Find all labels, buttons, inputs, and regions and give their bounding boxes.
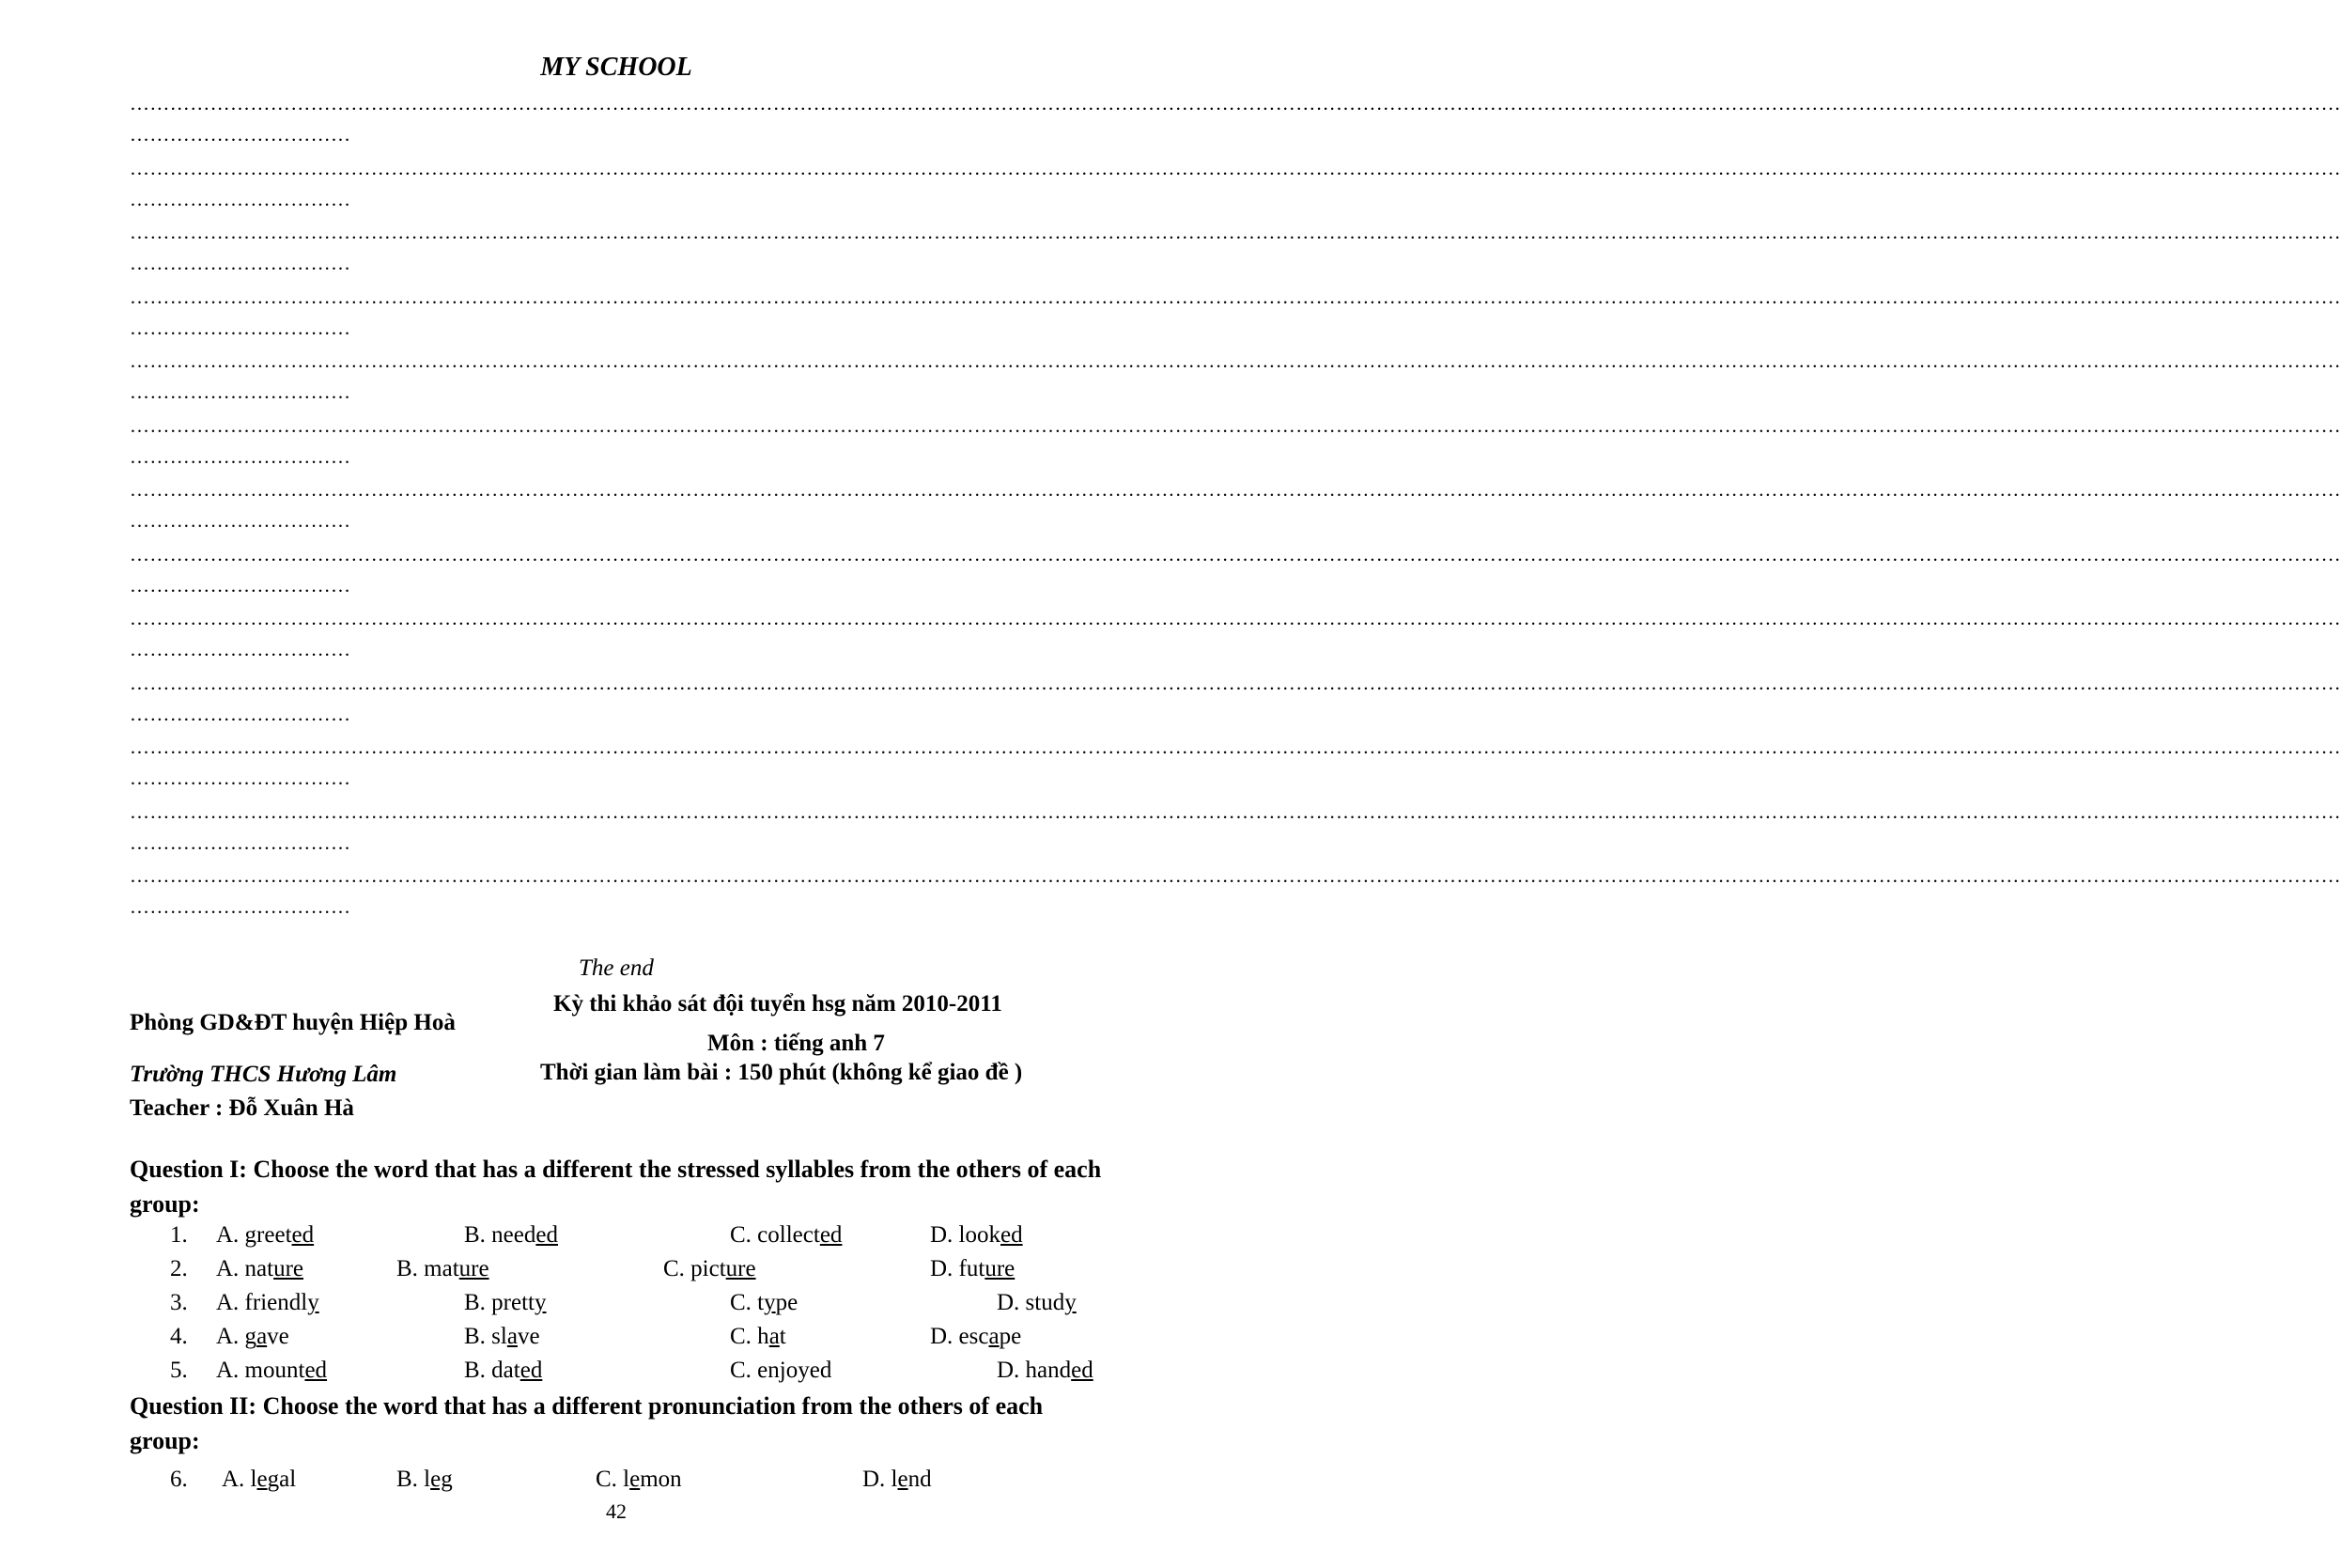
question1-option xyxy=(730,1290,798,1316)
answer-line-short: …………………………… xyxy=(130,702,351,725)
option-text-rest: nd xyxy=(907,1467,932,1492)
answer-line-short: …………………………… xyxy=(130,509,351,532)
underlined-part: ure xyxy=(458,1256,489,1281)
underlined-part: ure xyxy=(725,1256,756,1281)
option-text: C. enjoyed xyxy=(730,1358,832,1383)
answer-line-short: …………………………… xyxy=(130,767,351,789)
end-label: The end xyxy=(579,955,654,981)
underlined-part: ure xyxy=(984,1256,1015,1281)
option-text: C. h xyxy=(730,1324,769,1349)
question-1-heading: Question I: Choose the word that has a different the stressed syllables from the others of each group: xyxy=(130,1156,1102,1218)
question2-option xyxy=(222,1467,296,1493)
underlined-part: ed xyxy=(519,1358,543,1383)
underlined-part: ed xyxy=(1071,1358,1093,1383)
answer-line-long: …………………………………………………………………………………………………………………………………………………………………………………………………………………………………………………………………………………………………… xyxy=(130,800,2341,823)
underlined-part: ed xyxy=(819,1222,843,1248)
department-name: Phòng GD&ĐT huyện Hiệp Hoà xyxy=(130,1010,456,1035)
underlined-part: e xyxy=(897,1467,908,1492)
answer-line-short: …………………………… xyxy=(130,123,351,146)
answer-line-long: …………………………………………………………………………………………………………………………………………………………………………………………………………………………………………………………………………………………………… xyxy=(130,607,2341,629)
question1-option xyxy=(216,1222,314,1249)
question1-option xyxy=(730,1358,831,1384)
question1-option xyxy=(464,1324,540,1350)
underlined-part: y xyxy=(764,1290,776,1315)
option-text: C. collect xyxy=(730,1222,820,1248)
exam-title: Kỳ thi khảo sát đội tuyển hsg năm 2010-2011 xyxy=(553,991,1002,1017)
exam-duration: Thời gian làm bài : 150 phút (không kể giao đề ) xyxy=(540,1060,1023,1085)
option-text-rest: mon xyxy=(640,1467,682,1492)
answer-line-long: …………………………………………………………………………………………………………………………………………………………………………………………………………………………………………………………………………………………………… xyxy=(130,156,2341,179)
answer-line-short: …………………………… xyxy=(130,895,351,918)
question1-option xyxy=(464,1358,542,1384)
answer-line-short: …………………………… xyxy=(130,444,351,468)
answer-line-short: …………………………… xyxy=(130,831,351,854)
option-text: A. g xyxy=(216,1324,257,1349)
answer-line-short: …………………………… xyxy=(130,252,351,274)
question1-item-number: 4. xyxy=(170,1324,188,1349)
option-text: D. l xyxy=(862,1467,898,1492)
option-text-rest: gal xyxy=(267,1467,297,1492)
question1-item-number: 1. xyxy=(170,1222,188,1248)
underlined-part: ed xyxy=(1000,1222,1023,1248)
option-text: A. friendl xyxy=(216,1290,308,1315)
underlined-part: a xyxy=(988,1324,1000,1349)
question1-item-number: 2. xyxy=(170,1256,188,1281)
answer-line-long: …………………………………………………………………………………………………………………………………………………………………………………………………………………………………………………………………………………………………… xyxy=(130,542,2341,566)
underlined-part: y xyxy=(535,1290,547,1315)
answer-line-long: …………………………………………………………………………………………………………………………………………………………………………………………………………………………………………………………………………………………………… xyxy=(130,92,2341,115)
option-text: A. mount xyxy=(216,1358,305,1383)
question1-option xyxy=(663,1256,756,1282)
answer-line-long: …………………………………………………………………………………………………………………………………………………………………………………………………………………………………………………………………………………………………… xyxy=(130,349,2341,372)
option-text-rest: t xyxy=(779,1324,786,1349)
option-text: B. dat xyxy=(464,1358,520,1383)
question2-option xyxy=(596,1467,682,1493)
question1-option xyxy=(216,1290,319,1316)
question-2-heading: Question II: Choose the word that has a different pronunciation from the others of each group: xyxy=(130,1392,1044,1454)
option-text-rest: ve xyxy=(517,1324,540,1349)
underlined-part: ure xyxy=(273,1256,304,1281)
answer-line-long: …………………………………………………………………………………………………………………………………………………………………………………………………………………………………………………………………………………………………… xyxy=(130,736,2341,758)
school-name: Trường THCS Hương Lâm xyxy=(130,1062,397,1087)
option-text: B. need xyxy=(464,1222,536,1248)
question1-option xyxy=(464,1290,547,1316)
question1-option xyxy=(216,1358,327,1384)
question2-item-number: 6. xyxy=(170,1467,188,1492)
question1-option xyxy=(730,1222,842,1249)
underlined-part: ed xyxy=(535,1222,558,1248)
option-text: D. look xyxy=(930,1222,1000,1248)
answer-line-short: …………………………… xyxy=(130,187,351,210)
option-text: B. mat xyxy=(396,1256,459,1281)
answer-line-long: …………………………………………………………………………………………………………………………………………………………………………………………………………………………………………………………………………………………………… xyxy=(130,285,2341,308)
option-text-rest: ve xyxy=(267,1324,289,1349)
underlined-part: a xyxy=(768,1324,780,1349)
question1-option xyxy=(396,1256,489,1282)
underlined-part: eg xyxy=(430,1467,453,1492)
option-text: C. t xyxy=(730,1290,765,1315)
answer-line-short: …………………………… xyxy=(130,316,351,339)
underlined-part: ed xyxy=(291,1222,315,1248)
option-text: A. greet xyxy=(216,1222,292,1248)
question1-option xyxy=(464,1222,558,1249)
option-text: D. hand xyxy=(997,1358,1072,1383)
option-text: D. fut xyxy=(930,1256,985,1281)
underlined-part: e xyxy=(256,1467,268,1492)
question2-option xyxy=(862,1467,932,1493)
answer-line-long: …………………………………………………………………………………………………………………………………………………………………………………………………………………………………………………………………………………………………… xyxy=(130,221,2341,243)
question1-item-number: 5. xyxy=(170,1358,188,1383)
option-text: D. esc xyxy=(930,1324,989,1349)
option-text-rest: pe xyxy=(775,1290,798,1315)
answer-line-short: …………………………… xyxy=(130,380,351,403)
essay-title: MY SCHOOL xyxy=(540,53,692,82)
option-text: B. prett xyxy=(464,1290,535,1315)
answer-line-short: …………………………… xyxy=(130,573,351,597)
question2-option xyxy=(396,1467,453,1493)
answer-line-long: …………………………………………………………………………………………………………………………………………………………………………………………………………………………………………………………………………………………………… xyxy=(130,864,2341,887)
page-number: 42 xyxy=(606,1499,627,1523)
answer-line-long: …………………………………………………………………………………………………………………………………………………………………………………………………………………………………………………………………………………………………… xyxy=(130,478,2341,501)
question1-option xyxy=(216,1324,289,1350)
question1-option xyxy=(930,1324,1021,1350)
answer-line-long: …………………………………………………………………………………………………………………………………………………………………………………………………………………………………………………………………………………………………… xyxy=(130,413,2341,437)
question1-option xyxy=(930,1222,1023,1249)
underlined-part: y xyxy=(1064,1290,1077,1315)
option-text-rest: pe xyxy=(999,1324,1022,1349)
answer-line-short: …………………………… xyxy=(130,638,351,660)
option-text: C. pict xyxy=(663,1256,726,1281)
underlined-part: y xyxy=(307,1290,319,1315)
option-text: B. l xyxy=(396,1467,431,1492)
exam-subject: Môn : tiếng anh 7 xyxy=(707,1031,885,1056)
option-text: A. nat xyxy=(216,1256,274,1281)
question1-option xyxy=(997,1290,1077,1316)
option-text: C. l xyxy=(596,1467,630,1492)
teacher-name: Teacher : Đỗ Xuân Hà xyxy=(130,1095,354,1121)
question1-option xyxy=(730,1324,786,1350)
question1-option xyxy=(997,1358,1093,1384)
option-text: A. l xyxy=(222,1467,257,1492)
question1-item-number: 3. xyxy=(170,1290,188,1315)
question1-option xyxy=(930,1256,1015,1282)
answer-line-long: …………………………………………………………………………………………………………………………………………………………………………………………………………………………………………………………………………………………………… xyxy=(130,671,2341,694)
underlined-part: a xyxy=(506,1324,518,1349)
underlined-part: ed xyxy=(304,1358,328,1383)
underlined-part: e xyxy=(629,1467,641,1492)
option-text: D. stud xyxy=(997,1290,1065,1315)
underlined-part: a xyxy=(256,1324,268,1349)
option-text: B. sl xyxy=(464,1324,507,1349)
question1-option xyxy=(216,1256,303,1282)
